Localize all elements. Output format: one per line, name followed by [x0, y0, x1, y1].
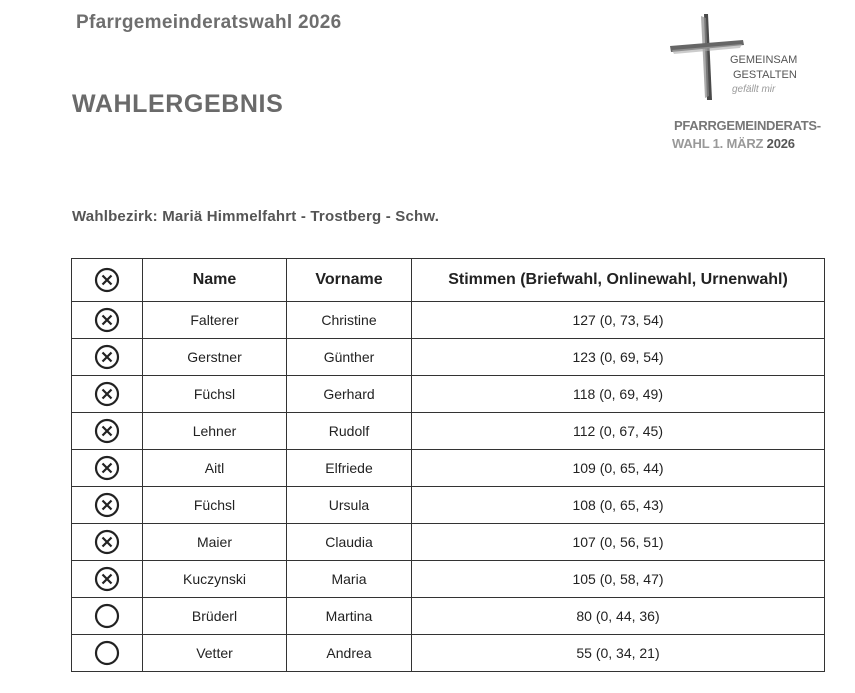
name-cell: Kuczynski [143, 561, 287, 598]
elected-mark-cell [72, 524, 143, 561]
circle-x-icon [94, 529, 120, 555]
first-name-cell: Gerhard [287, 376, 412, 413]
table-row [72, 302, 825, 339]
name-cell: Füchsl [143, 376, 287, 413]
votes-cell: 107 (0, 56, 51) [412, 524, 825, 561]
name-cell: Lehner [143, 413, 287, 450]
circle-x-icon [94, 381, 120, 407]
circle-x-icon [94, 344, 120, 370]
page-title: WAHLERGEBNIS [72, 90, 284, 118]
elected-mark-cell [72, 561, 143, 598]
votes-cell: 55 (0, 34, 21) [412, 635, 825, 672]
header-mark-cell [72, 259, 143, 302]
table-header-row [72, 259, 825, 302]
votes-cell: 109 (0, 65, 44) [412, 450, 825, 487]
circle-icon [94, 640, 120, 666]
table-row [72, 376, 825, 413]
circle-x-icon [94, 566, 120, 592]
results-table [71, 258, 825, 672]
first-name-cell: Rudolf [287, 413, 412, 450]
elected-mark-cell [72, 413, 143, 450]
name-cell: Falterer [143, 302, 287, 339]
name-cell: Gerstner [143, 339, 287, 376]
circle-x-icon [94, 418, 120, 444]
votes-cell: 80 (0, 44, 36) [412, 598, 825, 635]
name-cell: Maier [143, 524, 287, 561]
first-name-cell: Ursula [287, 487, 412, 524]
campaign-logo [668, 10, 838, 170]
first-name-cell: Christine [287, 302, 412, 339]
table-row [72, 635, 825, 672]
name-cell: Aitl [143, 450, 287, 487]
circle-icon [94, 603, 120, 629]
votes-cell: 112 (0, 67, 45) [412, 413, 825, 450]
elected-mark-cell [72, 450, 143, 487]
logo-line-2: GESTALTEN [733, 69, 797, 81]
column-header-votes: Stimmen (Briefwahl, Onlinewahl, Urnenwahl) [412, 259, 825, 302]
votes-cell: 108 (0, 65, 43) [412, 487, 825, 524]
elected-mark-cell [72, 598, 143, 635]
district-label: Wahlbezirk: Mariä Himmelfahrt - Trostberg - Schw. [72, 208, 440, 225]
column-header-name: Name [143, 259, 287, 302]
votes-cell: 127 (0, 73, 54) [412, 302, 825, 339]
table-row [72, 339, 825, 376]
first-name-cell: Claudia [287, 524, 412, 561]
circle-x-icon [94, 267, 120, 293]
table-row [72, 450, 825, 487]
votes-cell: 118 (0, 69, 49) [412, 376, 825, 413]
logo-event-line-2: WAHL 1. MÄRZ 2026 [672, 136, 795, 151]
column-header-first-name: Vorname [287, 259, 412, 302]
first-name-cell: Maria [287, 561, 412, 598]
first-name-cell: Günther [287, 339, 412, 376]
votes-cell: 105 (0, 58, 47) [412, 561, 825, 598]
name-cell: Füchsl [143, 487, 287, 524]
table-row [72, 413, 825, 450]
elected-mark-cell [72, 635, 143, 672]
name-cell: Vetter [143, 635, 287, 672]
table-row [72, 524, 825, 561]
table-row [72, 561, 825, 598]
first-name-cell: Andrea [287, 635, 412, 672]
circle-x-icon [94, 492, 120, 518]
logo-line-1: GEMEINSAM [730, 54, 798, 66]
votes-cell: 123 (0, 69, 54) [412, 339, 825, 376]
elected-mark-cell [72, 376, 143, 413]
logo-tagline: gefällt mir [732, 84, 776, 95]
first-name-cell: Elfriede [287, 450, 412, 487]
elected-mark-cell [72, 302, 143, 339]
election-title: Pfarrgemeinderatswahl 2026 [76, 12, 342, 33]
table-row [72, 598, 825, 635]
name-cell: Brüderl [143, 598, 287, 635]
table-row [72, 487, 825, 524]
logo-event-line-1: PFARRGEMEINDERATS- [674, 118, 821, 133]
elected-mark-cell [72, 487, 143, 524]
circle-x-icon [94, 307, 120, 333]
first-name-cell: Martina [287, 598, 412, 635]
circle-x-icon [94, 455, 120, 481]
elected-mark-cell [72, 339, 143, 376]
